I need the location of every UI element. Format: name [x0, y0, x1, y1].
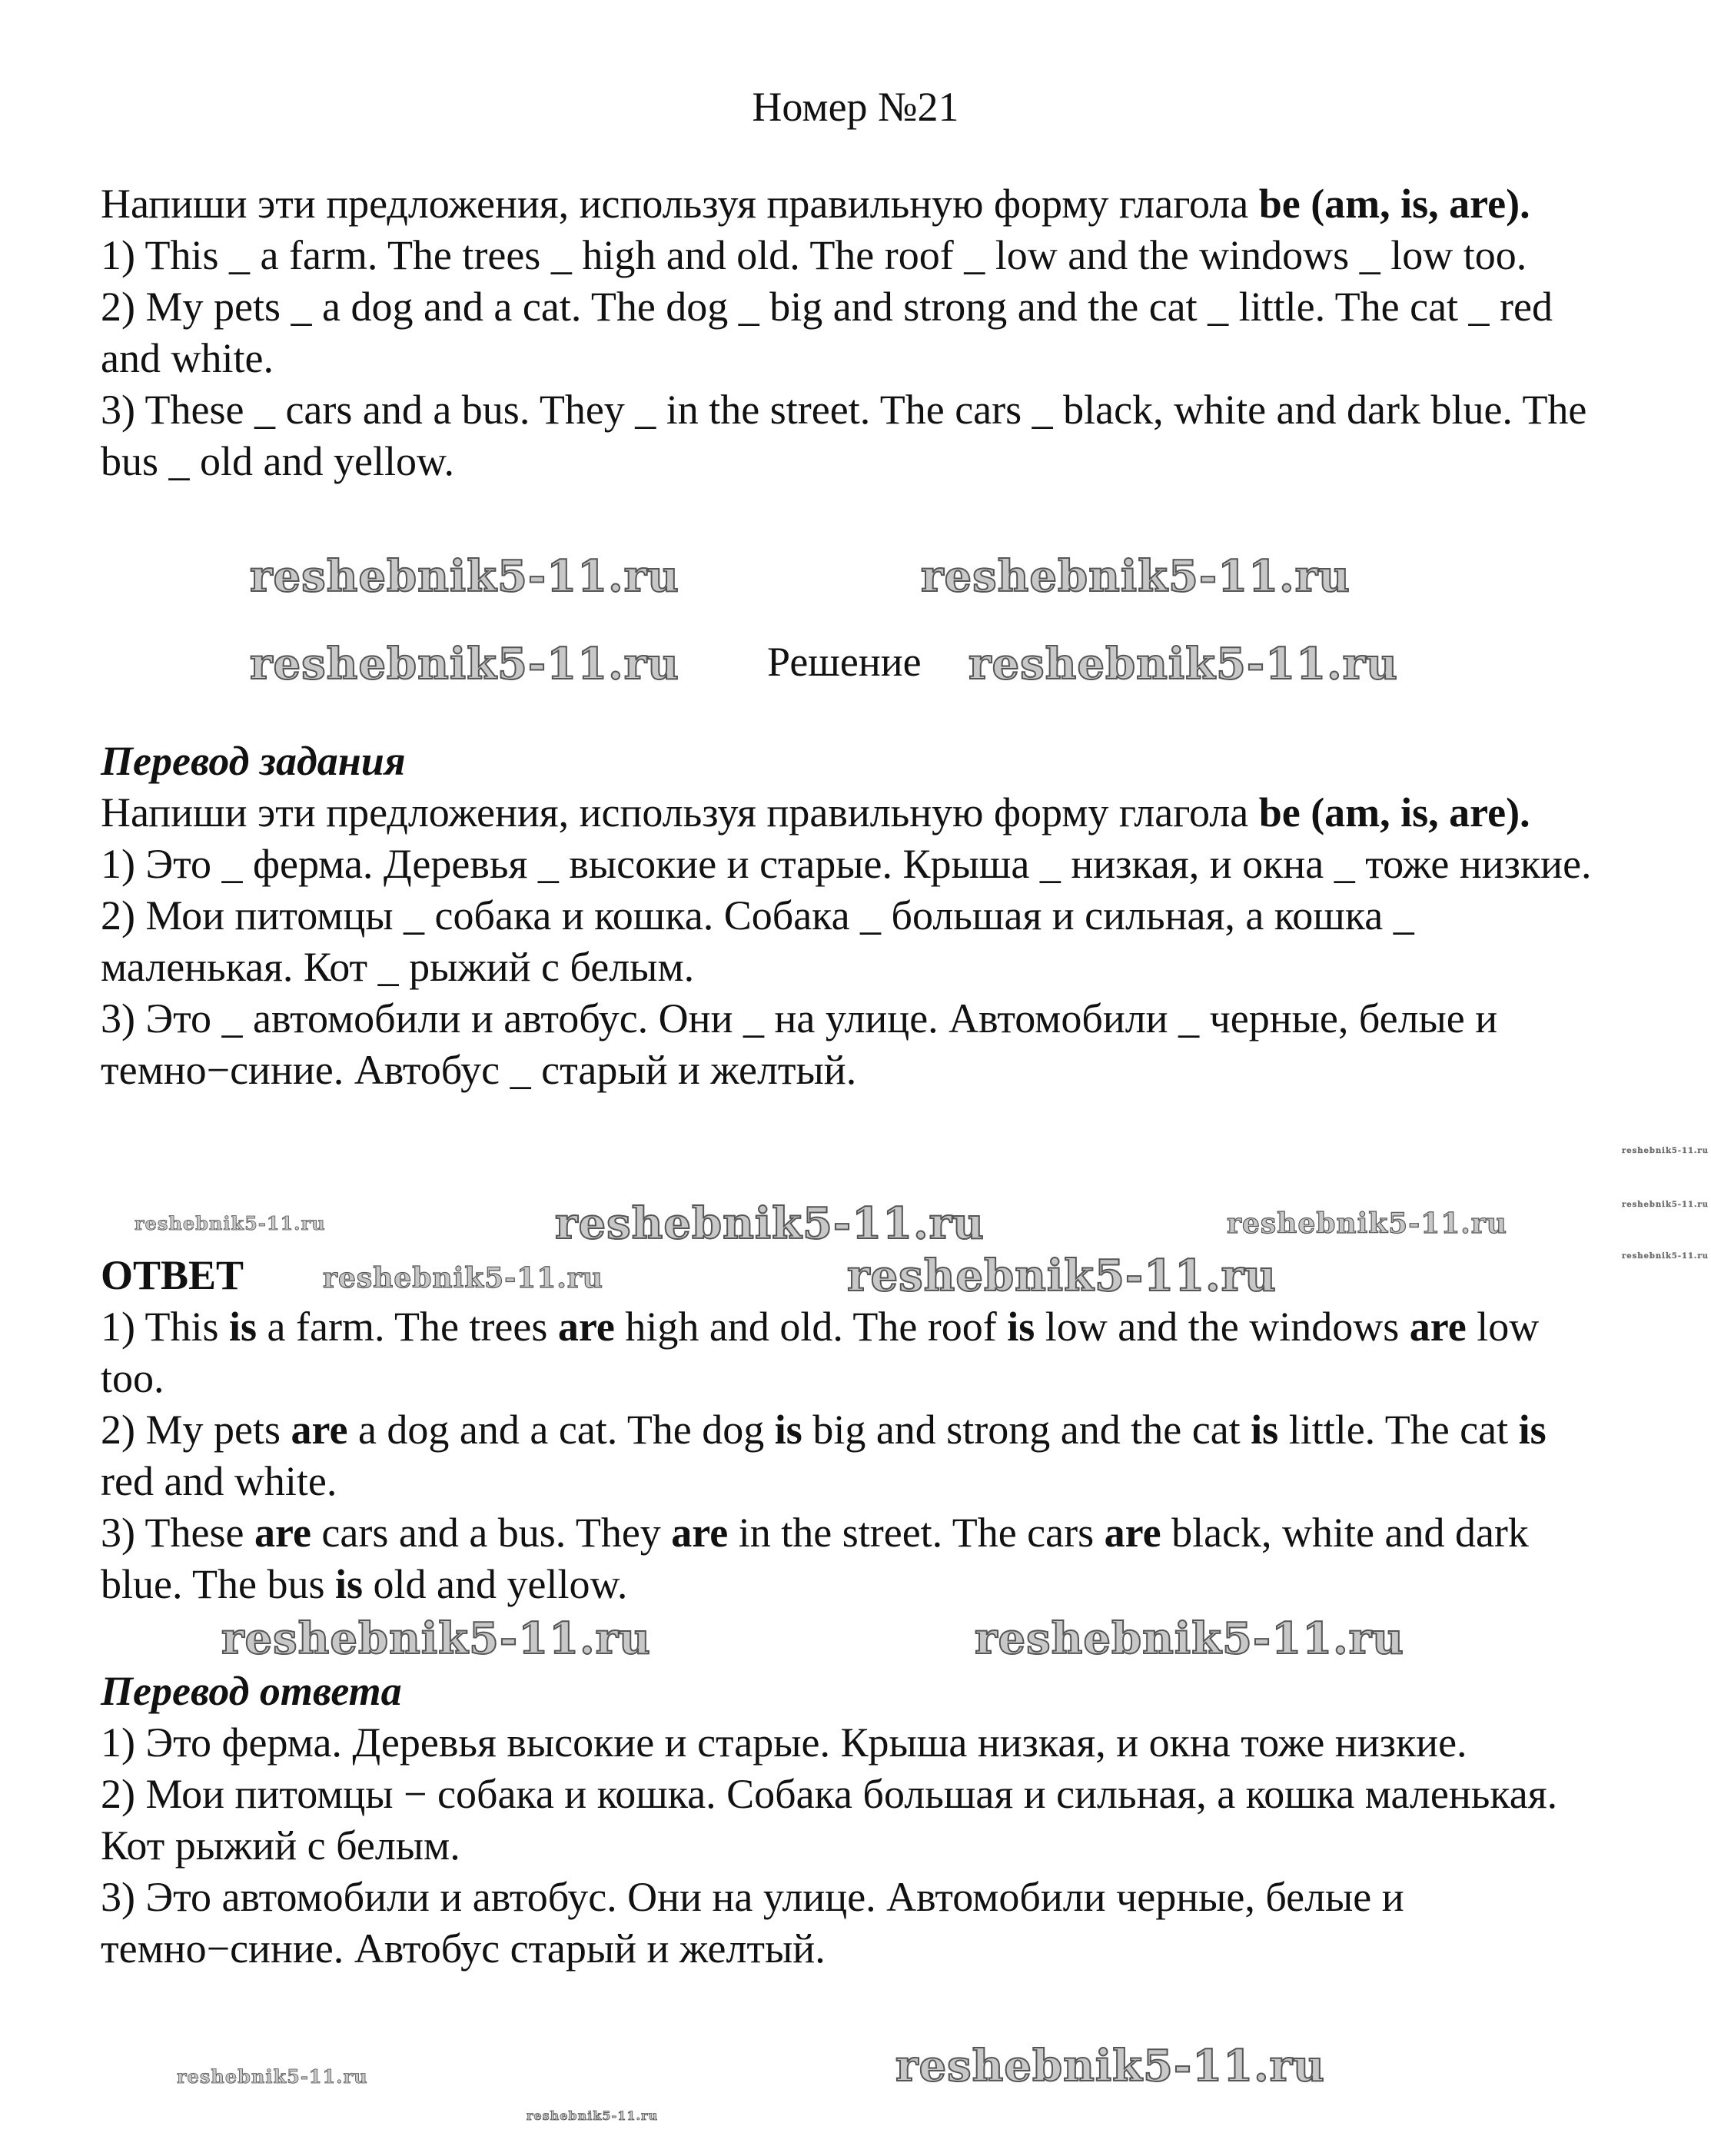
text-segment: old and yellow.: [363, 1561, 628, 1607]
watermark: reshebnik5-11.ru: [135, 1212, 326, 1234]
text-segment: 2) My pets _ a dog and a cat. The dog _ big and strong and the cat _ little. The cat _ red and white.: [101, 284, 1553, 381]
task-intro: [101, 178, 1607, 230]
text-segment: low too.: [101, 1304, 1540, 1401]
watermark: reshebnik5-11.ru: [177, 2065, 368, 2088]
bold-verb: are: [671, 1510, 729, 1556]
list-item: [101, 384, 1607, 487]
text-segment: 1) Это ферма. Деревья высокие и старые. Крыша низкая, и окна тоже низкие.: [101, 1719, 1467, 1766]
bold-verb: be (am, is, are).: [1258, 181, 1530, 227]
task-translation-section: [101, 736, 1607, 1096]
list-item: [101, 230, 1607, 281]
text-segment: high and old. The roof: [614, 1304, 1008, 1350]
watermark: reshebnik5-11.ru: [555, 1198, 985, 1249]
bold-verb: is: [774, 1407, 802, 1453]
list-item: [101, 839, 1607, 890]
text-segment: Напиши эти предложения, используя правильную форму глагола: [101, 181, 1259, 227]
watermark: reshebnik5-11.ru: [250, 639, 679, 689]
answer-section: [101, 1250, 1607, 1610]
answer-translation-heading: Перевод ответа: [101, 1668, 402, 1714]
text-segment: little. The cat: [1278, 1407, 1519, 1453]
text-segment: 2) My pets: [101, 1407, 291, 1453]
watermark: reshebnik5-11.ru: [975, 1613, 1404, 1664]
task-section: [101, 178, 1607, 487]
watermark: reshebnik5-11.ru: [221, 1613, 651, 1664]
watermark: reshebnik5-11.ru: [527, 2108, 659, 2123]
watermark: reshebnik5-11.ru: [1622, 1147, 1709, 1155]
bold-verb: are: [254, 1510, 311, 1556]
text-segment: 3) Это _ автомобили и автобус. Они _ на улице. Автомобили _ черные, белые и темно−синие. Автобус _ старый и желтый.: [101, 995, 1498, 1093]
list-item: [101, 1507, 1607, 1610]
watermark: reshebnik5-11.ru: [1227, 1208, 1507, 1240]
list-item: [101, 1769, 1607, 1872]
task-translation-heading: Перевод задания: [101, 738, 406, 784]
list-item: [101, 1717, 1607, 1769]
answer-translation-items: [101, 1717, 1607, 1975]
text-segment: 1) This _ a farm. The trees _ high and old. The roof _ low and the windows _ low too.: [101, 232, 1527, 278]
answer-heading: ОТВЕТ: [101, 1252, 244, 1298]
task-items: [101, 230, 1607, 487]
bold-verb: is: [334, 1561, 363, 1607]
bold-verb: are: [291, 1407, 348, 1453]
task-translation-intro: [101, 787, 1607, 839]
list-item: [101, 1872, 1607, 1975]
watermark: reshebnik5-11.ru: [1622, 1252, 1709, 1261]
watermark: reshebnik5-11.ru: [1622, 1201, 1709, 1209]
text-segment: 1) Это _ ферма. Деревья _ высокие и старые. Крыша _ низкая, и окна _ тоже низкие.: [101, 841, 1592, 887]
page-title: Номер №21: [752, 84, 959, 130]
bold-verb: are: [1409, 1304, 1467, 1350]
list-item: [101, 1404, 1607, 1507]
bold-verb: is: [229, 1304, 257, 1350]
bold-verb: are: [1104, 1510, 1161, 1556]
text-segment: 3) These _ cars and a bus. They _ in the street. The cars _ black, white and dark blue. The bus _ old and yellow.: [101, 387, 1587, 484]
list-item: [101, 1301, 1607, 1404]
text-segment: 2) Мои питомцы _ собака и кошка. Собака _ большая и сильная, а кошка _ маленькая. Кот _ рыжий с белым.: [101, 892, 1414, 990]
bold-verb: is: [1251, 1407, 1279, 1453]
text-segment: a dog and a cat. The dog: [347, 1407, 775, 1453]
text-segment: 2) Мои питомцы − собака и кошка. Собака большая и сильная, а кошка маленькая. Кот рыжий с белым.: [101, 1771, 1558, 1869]
bold-verb: be (am, is, are).: [1258, 789, 1530, 835]
text-segment: in the street. The cars: [728, 1510, 1105, 1556]
text-segment: Напиши эти предложения, используя правильную форму глагола: [101, 789, 1259, 835]
watermark: reshebnik5-11.ru: [847, 1251, 1277, 1301]
text-segment: cars and a bus. They: [311, 1510, 672, 1556]
watermark: reshebnik5-11.ru: [921, 551, 1351, 602]
bold-verb: is: [1007, 1304, 1035, 1350]
bold-verb: is: [1518, 1407, 1547, 1453]
text-segment: 1) This: [101, 1304, 230, 1350]
list-item: [101, 993, 1607, 1096]
watermark: reshebnik5-11.ru: [250, 551, 679, 602]
answer-translation-section: [101, 1666, 1607, 1975]
answer-items: [101, 1301, 1607, 1610]
text-segment: 3) These: [101, 1510, 254, 1556]
task-translation-items: [101, 839, 1607, 1096]
text-segment: a farm. The trees: [257, 1304, 558, 1350]
text-segment: black, white and dark blue. The bus: [101, 1510, 1529, 1607]
solution-label: Решение: [767, 639, 922, 685]
text-segment: big and strong and the cat: [802, 1407, 1251, 1453]
bold-verb: are: [557, 1304, 615, 1350]
watermark: reshebnik5-11.ru: [323, 1262, 603, 1294]
text-segment: low and the windows: [1035, 1304, 1410, 1350]
text-segment: red and white.: [101, 1458, 337, 1504]
text-segment: 3) Это автомобили и автобус. Они на улице. Автомобили черные, белые и темно−синие. Автобус старый и желтый.: [101, 1874, 1404, 1972]
list-item: [101, 281, 1607, 384]
watermark: reshebnik5-11.ru: [895, 2041, 1325, 2091]
list-item: [101, 890, 1607, 993]
watermark: reshebnik5-11.ru: [968, 639, 1398, 689]
